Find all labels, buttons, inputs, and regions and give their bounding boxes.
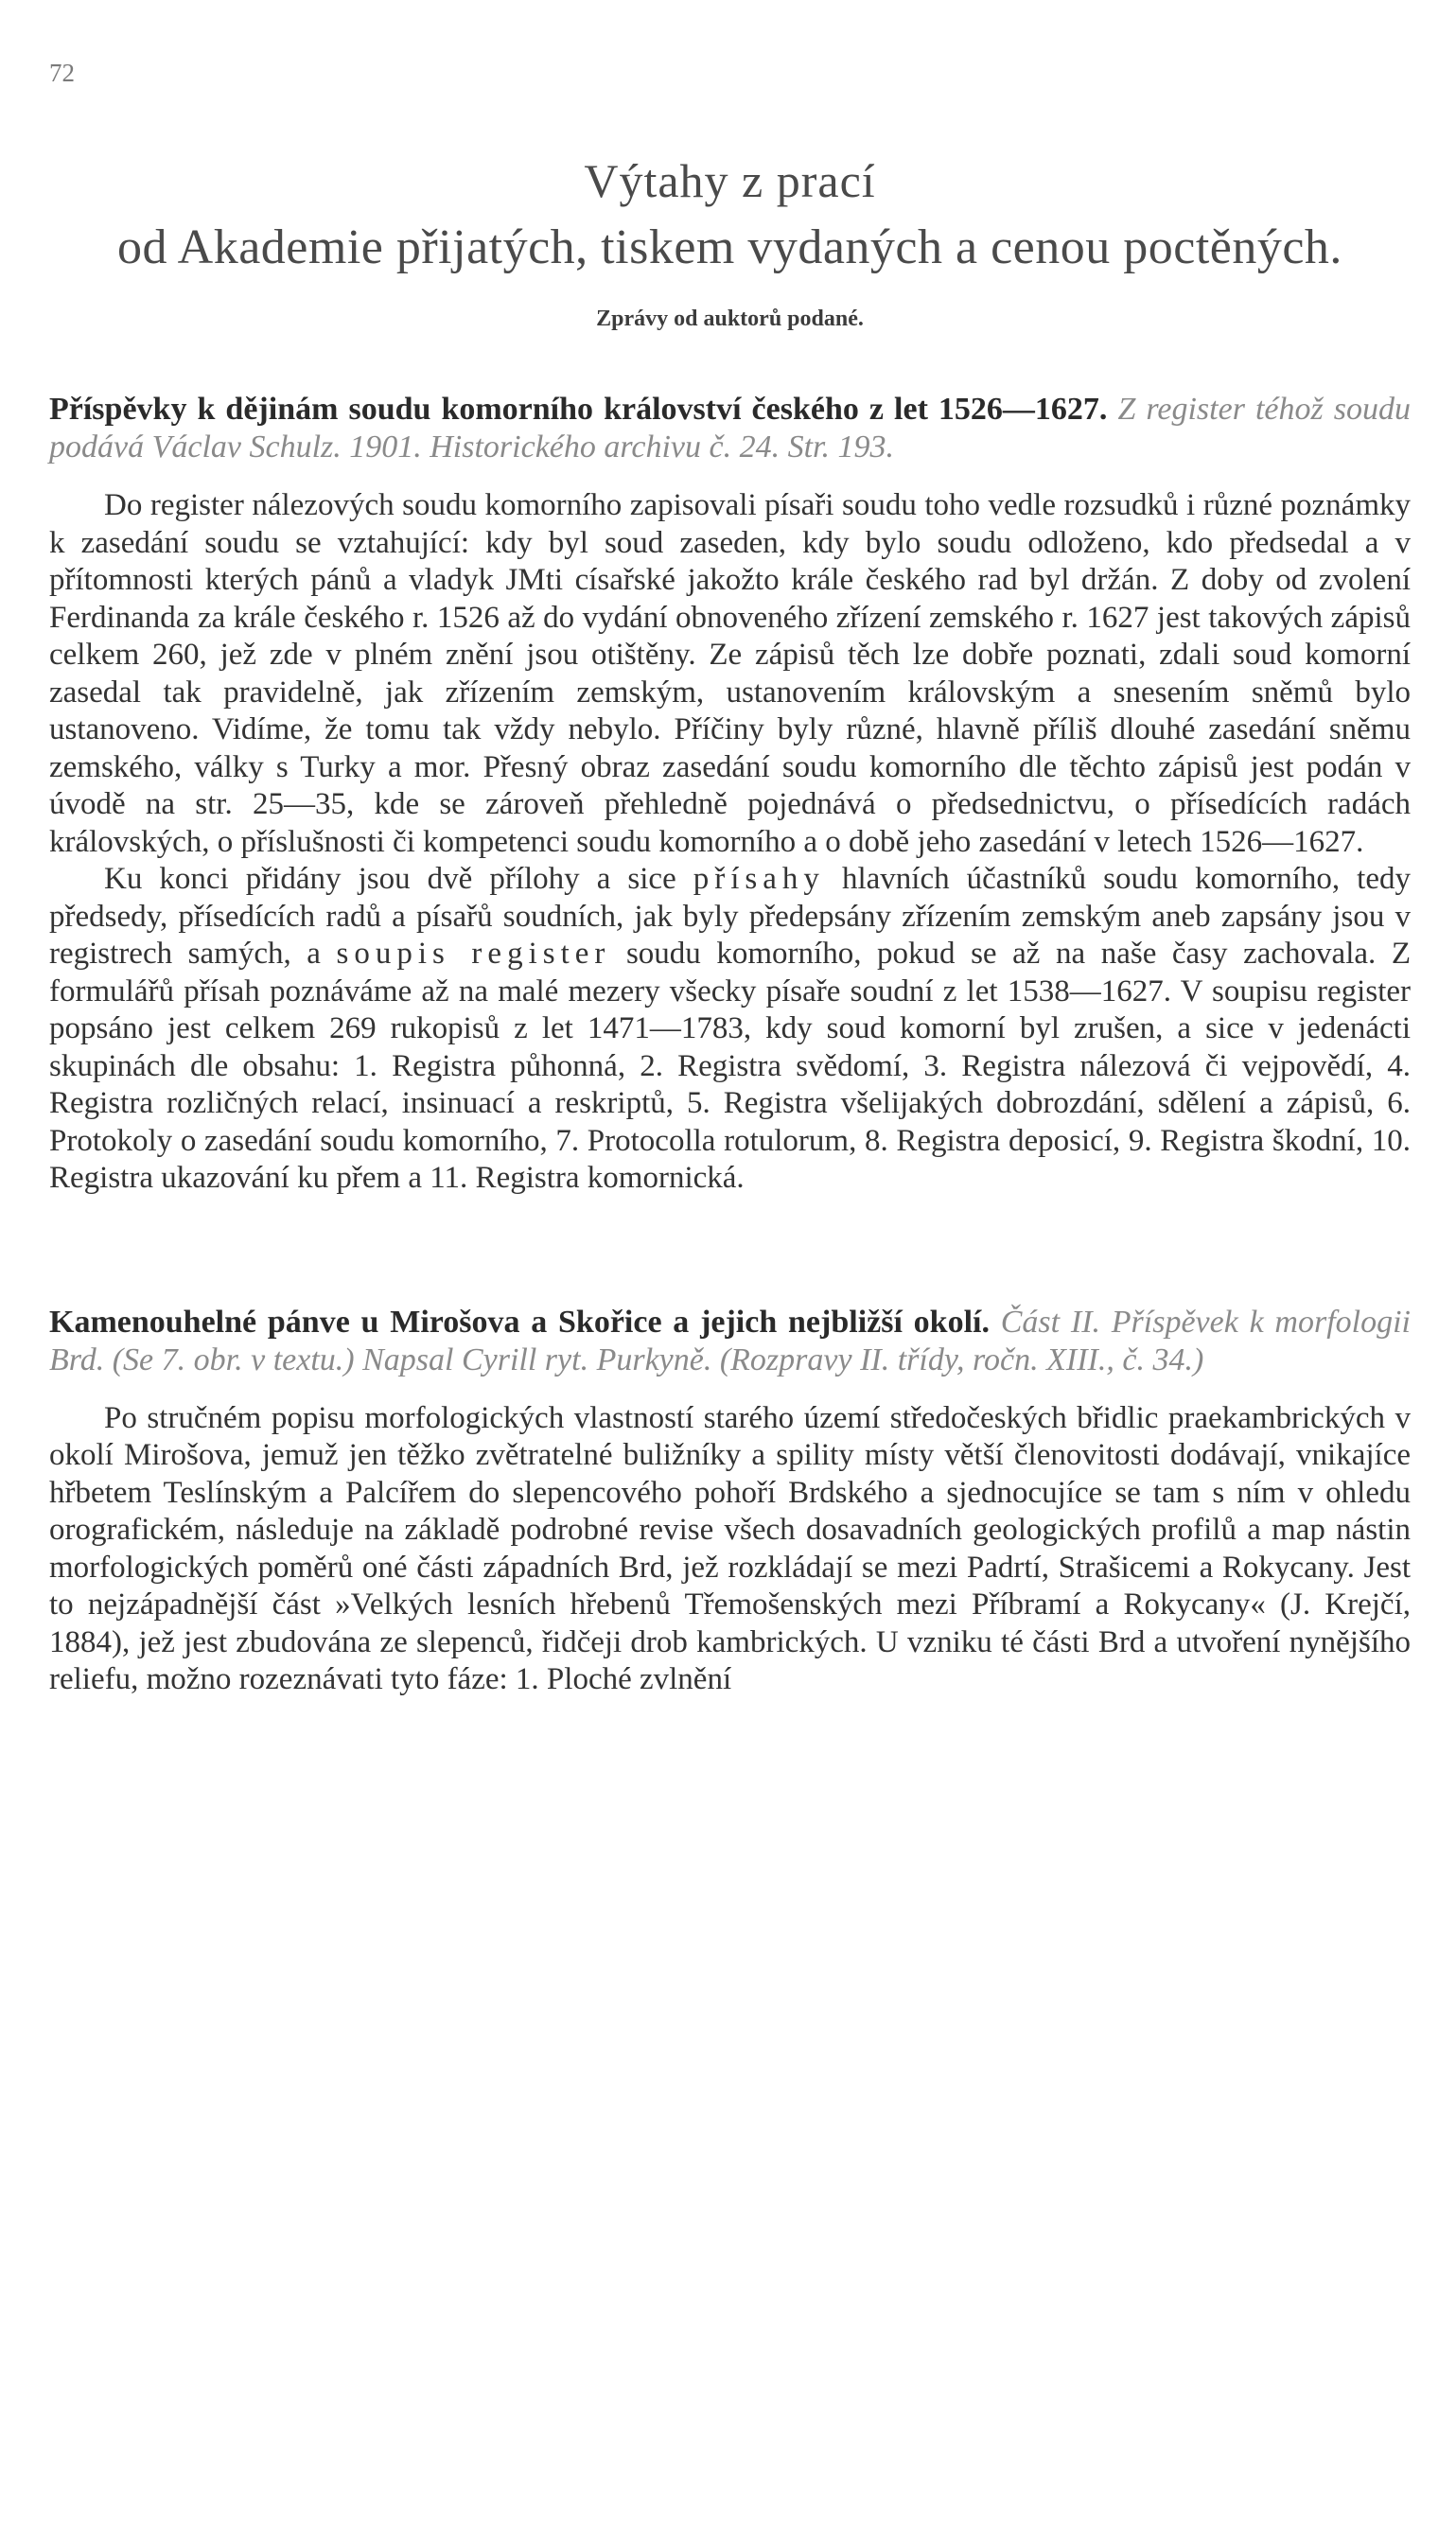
article-paragraph <box>49 861 1411 1198</box>
article-court-registers <box>49 391 1411 1198</box>
article-heading <box>49 391 1411 466</box>
article-paragraph: Po stručném popisu morfologických vlastností starého území středočeských břidlic praekambrických v okolí Mirošova, jemuž jen těžko zvětratelné buližníky a spility místy větší členovitosti dodávají, vnikajíce hřbetem Teslínským a Palcířem do slepencového pohoří Brdského a sjednocujíce se tam s ním v ohledu orografickém, následuje na základě podrobné revise všech dosavadních geologických profilů a map nástin morfologických poměrů oné části západních Brd, jež rozkládají se mezi Padrtí, Strašicemi a Rokycany. Jest to nejzápadnější část »Velkých lesních hřebenů Třemošenských mezi Příbramí a Rokycany« (J. Krejčí, 1884), jež jest zbudována ze slepenců, řidčeji drob kambrických. U vzniku té části Brd a utvoření nynějšího reliefu, možno rozeznávati tyto fáze: 1. Ploché zvlnění <box>49 1400 1411 1696</box>
paragraph-text: soudu komorního, pokud se až na naše časy zachovala. Z formulářů přísah poznáváme až na malé mezery všecky písaře soudní z let 1538—1627. V soupisu register popsáno jest celkem 269 rukopisů z let 1471—1783, kdy soud komorní byl zrušen, a sice v jedenácti skupinách dle obsahu: 1. Registra půhonná, 2. Registra svědomí, 3. Registra nálezová či vejpovědí, 4. Registra rozličných relací, insinuací a reskriptů, 5. Registra všelijakých dobrozdání, sdělení a zápisů, 6. Protokoly o zasedání soudu komorního, 7. Protocolla rotulorum, 8. Registra deposicí, 9. Registra škodní, 10. Registra ukazování ku přem a 11. Registra komornická. <box>49 937 1411 1195</box>
paragraph-text: Ku konci přidány jsou dvě přílohy a sice <box>104 862 693 896</box>
article-topic: Příspěvky k dějinám soudu komorního království českého z let 1526—1627. <box>49 392 1108 427</box>
spaced-term: soupis register <box>336 937 611 971</box>
spaced-term: přísahy <box>693 862 825 896</box>
article-citation: Část II. Příspěvek k morfologii Brd. (Se 7. obr. v textu.) Napsal Cyrill ryt. Purkyně. (Rozpravy II. třídy, ročn. XIII., č. 34.) <box>49 1304 1412 1377</box>
page-title-continuation: od Akademie přijatých, tiskem vydaných a cenou poctěných. <box>117 220 1342 274</box>
paragraph-text: hlavních účastníků soudu komorního, tedy předsedy, přísedících radů a písařů soudních, jak byly předepsány zřízením zemským aneb zapsány jsou v registrech samých, a <box>49 862 1411 971</box>
page-header <box>49 153 1411 332</box>
article-topic: Kamenouhelné pánve u Mirošova a Skořice a jejich nejbližší okolí. <box>49 1304 990 1340</box>
page-number: 72 <box>49 59 75 87</box>
page-subtitle: Zprávy od auktorů podané. <box>596 307 864 331</box>
article-citation: Z register téhož soudu podává Václav Schulz. 1901. Historického archivu č. 24. Str. 193. <box>49 392 1412 465</box>
article-coal-basins <box>49 1304 1411 1699</box>
article-heading <box>49 1304 1411 1379</box>
article-paragraph: Do register nálezových soudu komorního zapisovali písaři soudu toho vedle rozsudků i různé poznámky k zasedání soudu se vztahující: kdy byl soud zaseden, kdy bylo soudu odloženo, kdo předsedal a v přítomnosti kterých pánů a vladyk JMti císařské jakožto krále českého rad byl držán. Z doby od zvolení Ferdinanda za krále českého r. 1526 až do vydání obnoveného zřízení zemského r. 1627 jest takových zápisů celkem 260, jež zde v plném znění jsou otištěny. Ze zápisů těch lze dobře poznati, zdali soud komorní zasedal tak pravidelně, jak zřízením zemským, ustanovením královským a snesením sněmů bylo ustanoveno. Vidíme, že tomu tak vždy nebylo. Příčiny byly různé, hlavně příliš dlouhé zasedání sněmu zemského, války s Turky a mor. Přesný obraz zasedání soudu komorního dle těchto zápisů jest podán v úvodě na str. 25—35, kde se zároveň přehledně pojednává o předsednictvu, o přísedících radách královských, o příslušnosti či kompetenci soudu komorního a o době jeho zasedání v letech 1526—1627. <box>49 488 1411 859</box>
page-title: Výtahy z prací <box>584 154 876 207</box>
